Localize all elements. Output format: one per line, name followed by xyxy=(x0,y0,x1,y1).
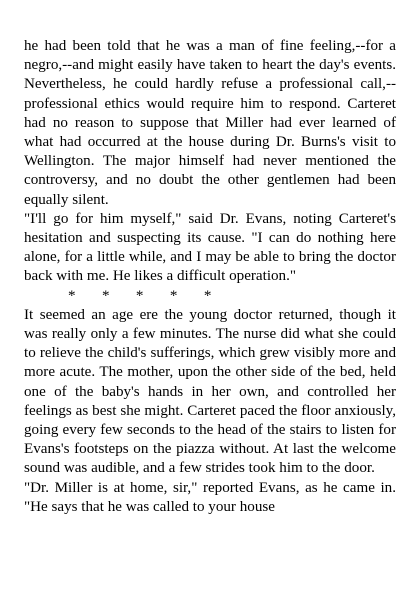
paragraph-1: he had been told that he was a man of fine feeling,--for a negro,--and might easily have taken to heart the day's events. Nevertheless, he could hardly refuse a professional call,--professional ethics would require him to respond. Carteret had no reason to suppose that Miller had ever learned of what had occurred at the house during Dr. Burns's visit to Wellington. The major himself had never mentioned the controversy, and no doubt the other gentlemen had been equally silent. xyxy=(24,38,396,208)
section-separator: * * * * * xyxy=(68,287,212,304)
paragraph-2: "I'll go for him myself," said Dr. Evans, noting Carteret's hesitation and suspecting its cause. "I can do nothing here alone, for a little while, and I may be able to bring the doctor back with me. He likes a difficult operation." xyxy=(24,210,396,285)
paragraph-3: It seemed an age ere the young doctor returned, though it was really only a few minutes. The nurse did what she could to relieve the child's sufferings, which grew visibly more and more acute. The mother, upon the other side of the bed, held one of the baby's hands in her own, and controlled her feelings as best she might. Carteret paced the floor anxiously, going every few seconds to the head of the stairs to listen for Evans's footsteps on the piazza without. At last the welcome sound was audible, and a few strides took him to the door. xyxy=(24,306,396,477)
document-page xyxy=(24,37,396,517)
paragraph-4: "Dr. Miller is at home, sir," reported Evans, as he came in. "He says that he was called to your house xyxy=(24,479,396,515)
